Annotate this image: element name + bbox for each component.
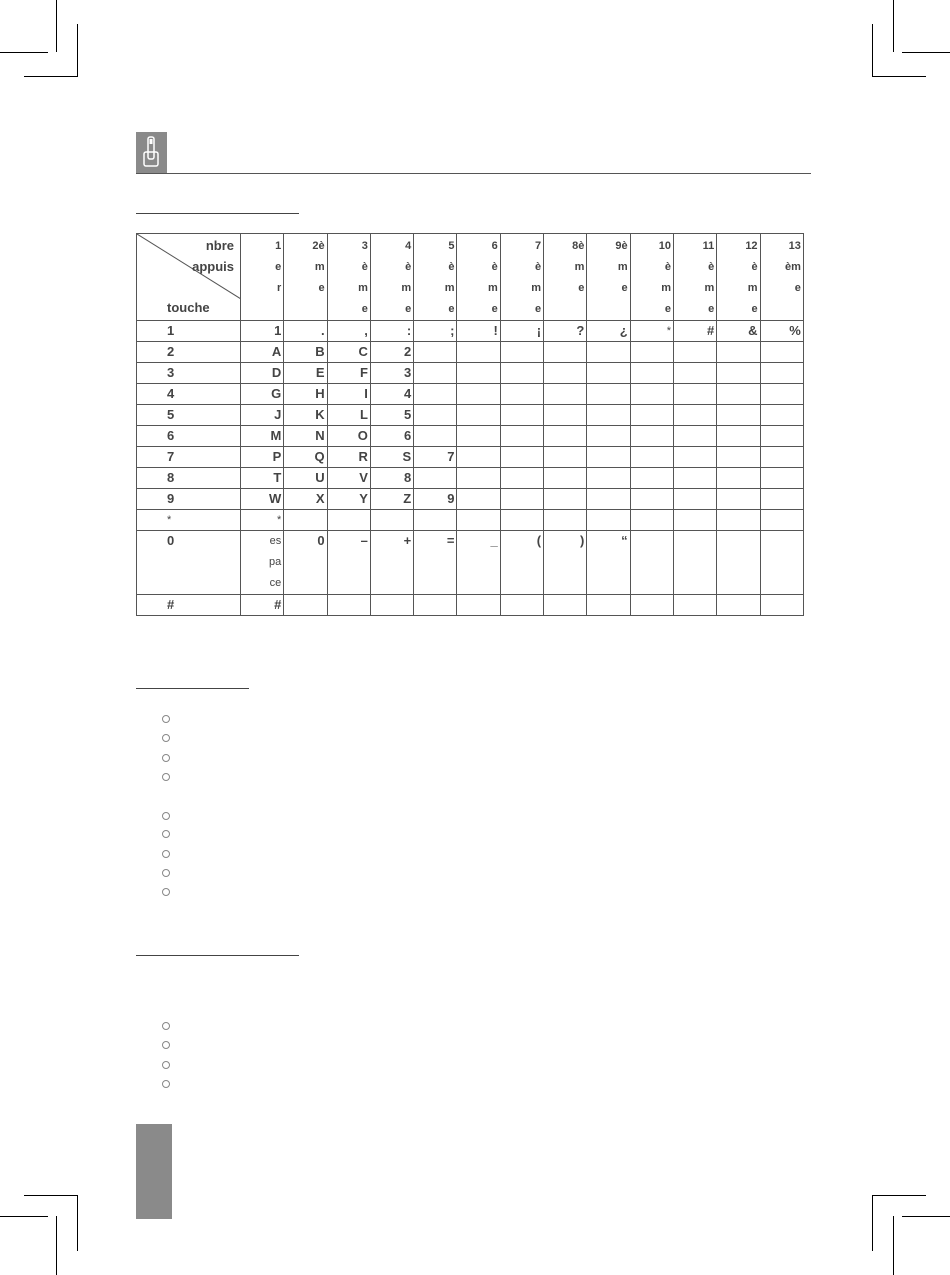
crop-mark [872,24,873,76]
table-cell [414,426,457,447]
crop-mark [0,52,48,53]
table-cell [500,342,543,363]
handset-icon [136,132,167,173]
table-cell [500,384,543,405]
section-rule [136,955,299,956]
key-cell: 8 [137,468,241,489]
crop-mark [77,1195,78,1251]
table-cell: D [241,363,284,384]
crop-mark [872,1195,873,1251]
table-cell [587,384,630,405]
table-cell [760,405,803,426]
header-rule [136,173,811,174]
table-row [137,426,804,447]
column-header-part: e [794,282,801,294]
column-header-part: m [358,282,368,294]
table-cell [630,595,673,616]
circle-bullet-icon [162,812,170,820]
crop-mark [77,24,78,76]
table-cell: 0 [284,531,327,595]
table-cell: ¡ [500,321,543,342]
table-cell [544,426,587,447]
table-cell [717,531,760,595]
table-cell [327,510,370,531]
table-cell [673,489,716,510]
column-header-part: m [531,282,542,294]
column-header-part: è [664,261,671,273]
table-cell [717,363,760,384]
column-header-part: 12 [745,240,758,252]
table-cell [630,447,673,468]
table-cell [717,468,760,489]
table-cell: M [241,426,284,447]
table-cell: # [673,321,716,342]
key-cell: 3 [137,363,241,384]
column-header-part: m [617,261,628,273]
table-cell: # [241,595,284,616]
table-cell: ! [457,321,500,342]
key-cell: 1 [137,321,241,342]
crop-mark [872,76,926,77]
table-cell: 6 [370,426,413,447]
column-header-part: m [704,282,715,294]
table-cell [414,363,457,384]
table-cell: Z [370,489,413,510]
key-cell: * [137,510,241,531]
table-cell: X [284,489,327,510]
table-cell: % [760,321,803,342]
column-header-part: e [275,261,282,273]
table-row [137,510,804,531]
column-header-part: r [277,282,282,294]
column-header-part: e [361,303,368,315]
table-cell [673,426,716,447]
column-header-part: m [488,282,498,294]
table-cell [717,342,760,363]
column-header-part: è [751,261,758,273]
table-cell: ? [544,321,587,342]
table-cell [717,447,760,468]
column-header-part: m [574,261,585,273]
table-row [137,489,804,510]
table-cell: A [241,342,284,363]
table-cell: . [284,321,327,342]
crop-mark [872,1195,926,1196]
table-cell [414,595,457,616]
column-header [241,234,284,321]
table-cell: R [327,447,370,468]
column-header-part: è [405,261,412,273]
table-cell [630,510,673,531]
column-header-part: m [444,282,455,294]
table-row [137,321,804,342]
table-cell [760,489,803,510]
circle-bullet-icon [162,773,170,781]
table-row [137,531,804,595]
table-cell [414,468,457,489]
table-row [137,384,804,405]
table-cell: * [241,510,284,531]
character-table [136,233,804,616]
crop-mark [893,1216,894,1275]
column-header-part: èm [784,261,801,273]
table-cell [673,384,716,405]
table-cell [630,489,673,510]
column-header-part: è [448,261,455,273]
column-header-part: 10 [658,240,671,252]
table-row [137,405,804,426]
crop-mark [24,76,78,77]
key-cell: 5 [137,405,241,426]
column-header-part: 4 [405,240,412,252]
table-cell [760,510,803,531]
column-header [587,234,630,321]
table-cell [500,595,543,616]
table-cell [673,468,716,489]
table-cell: F [327,363,370,384]
table-cell: K [284,405,327,426]
table-cell [587,510,630,531]
table-cell [500,489,543,510]
column-header-part: m [314,261,325,273]
key-cell: 6 [137,426,241,447]
circle-bullet-icon [162,1080,170,1088]
table-cell [760,447,803,468]
corner-label: touche [167,300,210,315]
table-cell: 1 [241,321,284,342]
table-cell [760,342,803,363]
table-cell [544,384,587,405]
table-cell [673,447,716,468]
table-cell [544,489,587,510]
table-corner-cell [137,234,241,321]
table-cell [673,510,716,531]
table-cell: L [327,405,370,426]
table-cell [457,363,500,384]
table-cell: I [327,384,370,405]
column-header-part: e [621,282,628,294]
table-cell: 7 [414,447,457,468]
table-cell: 2 [370,342,413,363]
table-cell [414,342,457,363]
column-header-part: e [708,303,715,315]
crop-mark [902,1216,950,1217]
table-cell: S [370,447,413,468]
table-cell [500,426,543,447]
table-cell: _ [457,531,500,595]
column-header-part: m [661,282,671,294]
table-cell [673,595,716,616]
column-header [544,234,587,321]
table-cell [760,363,803,384]
cell-part: pa [269,556,282,568]
table-cell: + [370,531,413,595]
table-cell: 3 [370,363,413,384]
table-cell: W [241,489,284,510]
table-cell [630,405,673,426]
table-cell [544,468,587,489]
circle-bullet-icon [162,734,170,742]
circle-bullet-icon [162,869,170,877]
column-header-part: 11 [702,240,715,252]
column-header-part: 3 [361,240,368,252]
column-header [717,234,760,321]
table-cell: G [241,384,284,405]
table-cell [717,489,760,510]
table-header-row [137,234,804,321]
table-cell: V [327,468,370,489]
table-cell [673,342,716,363]
column-header-part: 8è [572,240,585,252]
column-header [370,234,413,321]
key-cell: 2 [137,342,241,363]
table-cell [500,363,543,384]
crop-mark [902,52,950,53]
table-cell: 9 [414,489,457,510]
table-cell: – [327,531,370,595]
table-row [137,595,804,616]
column-header-part: e [491,303,498,315]
table-cell: ) [544,531,587,595]
column-header [457,234,500,321]
column-header [327,234,370,321]
column-header-part: e [664,303,671,315]
table-cell: B [284,342,327,363]
table-cell [414,405,457,426]
table-cell: : [370,321,413,342]
table-cell [587,426,630,447]
table-cell [544,447,587,468]
table-cell: 8 [370,468,413,489]
table-cell [587,405,630,426]
table-cell [370,595,413,616]
table-row [137,363,804,384]
table-row [137,468,804,489]
cell-part: ce [269,577,282,589]
table-cell: “ [587,531,630,595]
key-cell: 0 [137,531,241,595]
table-cell [370,510,413,531]
table-cell [587,595,630,616]
table-cell [414,510,457,531]
column-header [500,234,543,321]
column-header-part: m [747,282,758,294]
table-cell: P [241,447,284,468]
table-cell [587,468,630,489]
table-cell [760,468,803,489]
column-header-part: e [448,303,455,315]
table-cell: ; [414,321,457,342]
table-cell [544,595,587,616]
key-cell: 4 [137,384,241,405]
table-cell [587,363,630,384]
table-cell: ( [500,531,543,595]
table-cell [630,342,673,363]
table-cell: = [414,531,457,595]
corner-label: appuis [192,259,234,274]
table-cell [587,342,630,363]
crop-mark [56,1216,57,1275]
table-cell [717,405,760,426]
table-cell: & [717,321,760,342]
table-cell [544,342,587,363]
column-header-part: 6 [491,240,498,252]
table-cell [327,595,370,616]
table-cell [544,363,587,384]
column-header-part: 5 [448,240,455,252]
table-cell: C [327,342,370,363]
column-header [760,234,803,321]
table-cell [284,595,327,616]
column-header-part: è [534,261,542,273]
column-header-part: è [708,261,715,273]
table-cell [630,426,673,447]
table-cell [241,531,284,595]
table-cell: O [327,426,370,447]
column-header-part: e [751,303,758,315]
table-cell [673,531,716,595]
table-cell [760,426,803,447]
table-cell [630,468,673,489]
table-cell [587,447,630,468]
table-cell: * [630,321,673,342]
column-header-part: 1 [275,240,282,252]
table-cell [717,384,760,405]
column-header-part: m [401,282,412,294]
table-cell [760,595,803,616]
key-cell: # [137,595,241,616]
table-cell: ¿ [587,321,630,342]
section-rule [136,213,299,214]
circle-bullet-icon [162,830,170,838]
column-header-part: e [405,303,412,315]
column-header-part: 2è [312,240,325,252]
table-cell [673,363,716,384]
side-tab [136,1124,172,1219]
table-cell [457,447,500,468]
table-cell [673,405,716,426]
table-cell [500,468,543,489]
circle-bullet-icon [162,888,170,896]
table-cell [630,363,673,384]
column-header [414,234,457,321]
table-cell: H [284,384,327,405]
section-rule [136,688,249,689]
table-cell [717,510,760,531]
table-cell [457,342,500,363]
crop-mark [893,0,894,52]
table-row [137,447,804,468]
table-cell [457,595,500,616]
table-cell [457,405,500,426]
crop-mark [0,1216,48,1217]
column-header [284,234,327,321]
table-row [137,342,804,363]
table-cell: U [284,468,327,489]
table-cell [630,384,673,405]
table-cell: 5 [370,405,413,426]
circle-bullet-icon [162,754,170,762]
table-cell [457,384,500,405]
table-cell [500,405,543,426]
table-cell [284,510,327,531]
table-cell [760,531,803,595]
table-cell: , [327,321,370,342]
table-cell [457,426,500,447]
circle-bullet-icon [162,715,170,723]
column-header-part: e [534,303,542,315]
crop-mark [24,1195,78,1196]
table-cell: Y [327,489,370,510]
column-header-part: e [318,282,325,294]
column-header-part: 13 [788,240,801,252]
circle-bullet-icon [162,1022,170,1030]
key-cell: 7 [137,447,241,468]
table-cell [587,489,630,510]
circle-bullet-icon [162,1061,170,1069]
column-header-part: e [578,282,585,294]
circle-bullet-icon [162,850,170,858]
column-header-part: è [491,261,498,273]
corner-label: nbre [205,238,234,253]
column-header [673,234,716,321]
table-cell: Q [284,447,327,468]
table-cell: N [284,426,327,447]
column-header [630,234,673,321]
table-cell [414,384,457,405]
table-cell: J [241,405,284,426]
column-header-part: 9è [615,240,628,252]
crop-mark [56,0,57,52]
table-cell: E [284,363,327,384]
table-cell [630,531,673,595]
table-cell [717,426,760,447]
table-cell [544,510,587,531]
table-cell [457,510,500,531]
table-cell [457,489,500,510]
table-cell [457,468,500,489]
table-cell [760,384,803,405]
column-header-part: è [361,261,368,273]
table-cell [500,510,543,531]
cell-part: es [269,535,282,547]
column-header-part: 7 [534,240,542,252]
table-cell: T [241,468,284,489]
table-cell: 4 [370,384,413,405]
table-cell [544,405,587,426]
table-cell [500,447,543,468]
table-cell [717,595,760,616]
circle-bullet-icon [162,1041,170,1049]
key-cell: 9 [137,489,241,510]
